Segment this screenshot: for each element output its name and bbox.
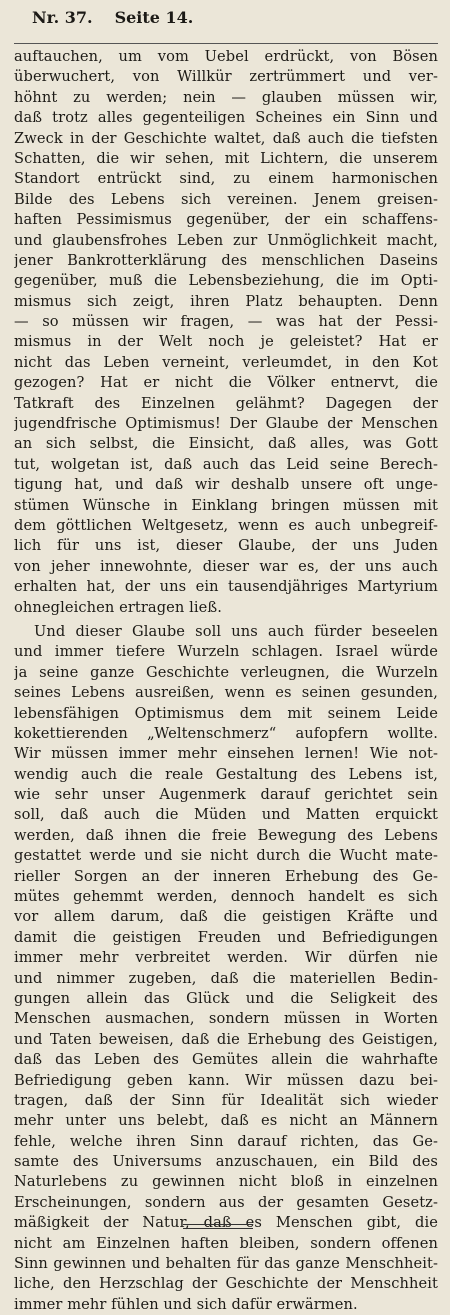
text-line: ohnegleichen ertragen ließ. xyxy=(14,598,223,616)
text-line: überwuchert, von Willkür zertrümmert und ver- xyxy=(14,68,438,86)
text-line: gegenüber, muß die Lebensbeziehung, die im Opti- xyxy=(14,272,438,290)
text-line: gungen allein das Glück und die Seligkeit des xyxy=(14,989,438,1007)
text-line: Schatten, die wir sehen, mit Lichtern, die unserem xyxy=(14,149,438,167)
paragraph-2 xyxy=(14,622,438,1315)
text-line: nicht das Leben verneint, verleumdet, in den Kot xyxy=(14,353,438,371)
text-line: tigung hat, und daß wir deshalb unsere oft unge- xyxy=(14,476,438,494)
text-line: höhnt zu werden; nein — glauben müssen wir, xyxy=(14,88,438,106)
text-line: — so müssen wir fragen, — was hat der Pessi- xyxy=(14,313,438,331)
text-line: daß das Leben des Gemütes allein die wahrhafte xyxy=(14,1051,438,1069)
text-line: immer mehr fühlen und sich dafür erwärmen. xyxy=(14,1295,358,1313)
text-line: Zweck in der Geschichte waltet, daß auch die tiefsten xyxy=(14,129,438,147)
text-line: ja seine ganze Geschichte verleugnen, die Wurzeln xyxy=(14,663,438,681)
text-line: haften Pessimismus gegenüber, der ein schaffens- xyxy=(14,211,438,229)
text-line: und glaubensfrohes Leben zur Unmöglichkeit macht, xyxy=(14,231,438,249)
text-line: gestattet werde und sie nicht durch die Wucht mate- xyxy=(14,847,438,865)
text-line: mismus sich zeigt, ihren Platz behaupten. Denn xyxy=(14,292,438,310)
text-line: mütes gehemmt werden, dennoch handelt es sich xyxy=(14,888,438,906)
text-line: Befriedigung geben kann. Wir müssen dazu bei- xyxy=(14,1071,438,1089)
text-line: an sich selbst, die Einsicht, daß alles, was Gott xyxy=(14,435,438,453)
text-line: Und dieser Glaube soll uns auch fürder beseelen xyxy=(34,622,438,640)
text-line: stümen Wünsche in Einklang bringen müssen mit xyxy=(14,496,438,514)
text-line: von jeher innewohnte, dieser war es, der uns auch xyxy=(14,557,438,575)
end-rule xyxy=(183,1224,253,1229)
issue-number: Nr. 37. xyxy=(32,7,93,27)
text-line: jugendfrische Optimismus! Der Glaube der Menschen xyxy=(14,415,438,433)
article-body xyxy=(14,47,438,1315)
text-line: dem göttlichen Weltgesetz, wenn es auch unbegreif- xyxy=(14,516,438,534)
text-line: vor allem darum, daß die geistigen Kräfte und xyxy=(14,908,438,926)
text-line: jener Bankrotterklärung des menschlichen Daseins xyxy=(14,251,438,269)
text-line: wendig auch die reale Gestaltung des Lebens ist, xyxy=(14,765,438,783)
text-line: erhalten hat, der uns ein tausendjähriges Martyrium xyxy=(14,578,438,596)
text-line: nicht am Einzelnen haften bleiben, sondern offenen xyxy=(14,1234,438,1252)
text-line: soll, daß auch die Müden und Matten erquickt xyxy=(14,806,438,824)
text-line: rieller Sorgen an der inneren Erhebung des Ge- xyxy=(14,867,438,885)
text-line: Menschen ausmachen, sondern müssen in Worten xyxy=(14,1010,438,1028)
text-line: immer mehr verbreitet werden. Wir dürfen nie xyxy=(14,949,438,967)
text-line: damit die geistigen Freuden und Befriedigungen xyxy=(14,928,438,946)
text-line: auftauchen, um vom Uebel erdrückt, von Bösen xyxy=(14,48,438,65)
text-line: wie sehr unser Augenmerk darauf gerichtet sein xyxy=(14,786,438,804)
text-line: Naturlebens zu gewinnen nicht bloß in einzelnen xyxy=(14,1173,438,1191)
text-line: lebensfähigen Optimismus dem mit seinem Leide xyxy=(14,704,438,722)
text-line: mismus in der Welt noch je geleistet? Hat er xyxy=(14,333,438,351)
text-line: Sinn gewinnen und behalten für das ganze Menschheit- xyxy=(14,1255,438,1273)
text-line: fehle, welche ihren Sinn darauf richten, das Ge- xyxy=(14,1132,438,1150)
text-line: lich für uns ist, dieser Glaube, der uns Juden xyxy=(14,537,438,555)
text-line: und immer tiefere Wurzeln schlagen. Israel würde xyxy=(14,643,438,661)
text-line: daß trotz alles gegenteiligen Scheines ein Sinn und xyxy=(14,109,438,127)
text-line: Wir müssen immer mehr einsehen lernen! Wie not- xyxy=(14,745,438,763)
text-line: liche, den Herzschlag der Geschichte der Menschheit xyxy=(14,1275,438,1293)
text-line: mehr unter uns belebt, daß es nicht an Männern xyxy=(14,1112,438,1130)
text-line: kokettierenden „Weltenschmerz“ aufopfern wollte. xyxy=(14,724,438,742)
text-line: mäßigkeit der Natur, daß es Menschen gibt, die xyxy=(14,1214,438,1232)
text-line: und nimmer zugeben, daß die materiellen Bedin- xyxy=(14,969,438,987)
text-line: samte des Universums anzuschauen, ein Bild des xyxy=(14,1153,438,1171)
text-line: tut, wolgetan ist, daß auch das Leid seine Berech- xyxy=(14,455,438,473)
paragraph-1 xyxy=(14,47,438,618)
text-line: werden, daß ihnen die freie Bewegung des Lebens xyxy=(14,826,438,844)
text-line: Erscheinungen, sondern aus der gesamten Gesetz- xyxy=(14,1193,438,1211)
text-line: gezogen? Hat er nicht die Völker entnervt, die xyxy=(14,374,438,392)
text-line: Tatkraft des Einzelnen gelähmt? Dagegen der xyxy=(14,394,438,412)
page-header xyxy=(14,0,438,34)
page-number: Seite 14. xyxy=(114,7,194,27)
text-line: und Taten beweisen, daß die Erhebung des Geistigen, xyxy=(14,1030,438,1048)
text-line: Standort entrückt sind, zu einem harmonischen xyxy=(14,170,438,188)
text-line: seines Lebens ausreißen, wenn es seinen gesunden, xyxy=(14,684,438,702)
text-line: Bilde des Lebens sich vereinen. Jenem greisen- xyxy=(14,190,438,208)
header-rule xyxy=(14,43,438,44)
text-line: tragen, daß der Sinn für Idealität sich wieder xyxy=(14,1091,438,1109)
